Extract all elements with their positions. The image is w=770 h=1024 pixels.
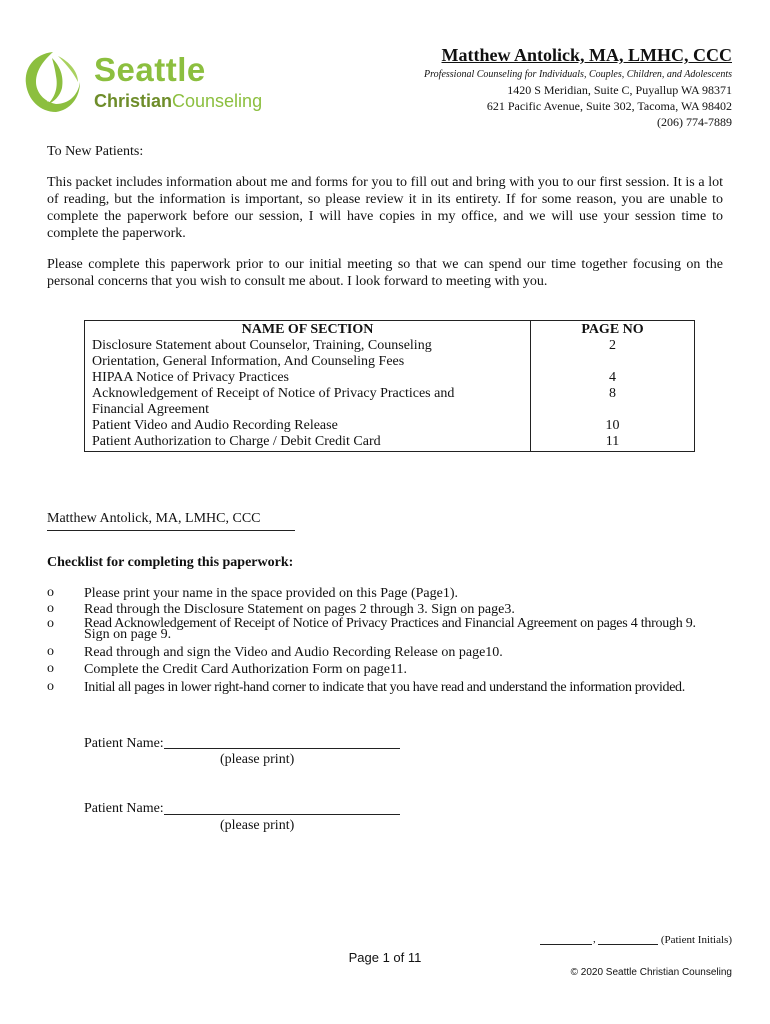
table-row: Orientation, General Information, And Counseling Fees — [92, 354, 405, 369]
page-number-cell: 4 — [609, 370, 616, 385]
page-number-cell: 10 — [605, 418, 620, 433]
table-row: Patient Video and Audio Recording Release — [92, 418, 338, 433]
checklist-bullet: o — [47, 585, 54, 600]
initials-separator: , — [593, 933, 596, 945]
checklist-item-continued: Sign on page 9. — [84, 627, 172, 642]
letterhead — [332, 44, 732, 130]
tagline: Professional Counseling for Individuals, Couples, Children, and Adolescents — [424, 69, 732, 80]
page-number-column — [531, 321, 694, 451]
page-number: Page 1 of 11 — [348, 950, 422, 965]
counselor-name: Matthew Antolick, MA, LMHC, CCC — [441, 45, 732, 65]
checklist-bullet: o — [47, 679, 54, 694]
greeting: To New Patients: — [47, 144, 144, 159]
phone-number: (206) 774-7889 — [657, 115, 732, 129]
checklist-bullet: o — [47, 661, 54, 676]
instructions-paragraph: Please complete this paperwork prior to our initial meeting so that we can spend our time together focusing on the personal concerns that you wish to consult me about. I look forward to meeting with you. — [47, 257, 723, 289]
please-print-hint: (please print) — [220, 752, 295, 767]
please-print-hint: (please print) — [220, 818, 295, 833]
checklist-bullet: o — [47, 616, 54, 631]
patient-name-label: Patient Name: — [84, 736, 164, 751]
patient-name-label: Patient Name: — [84, 801, 164, 816]
initials-line-segment — [540, 944, 592, 945]
table-row: Disclosure Statement about Counselor, Training, Counseling — [92, 338, 432, 353]
page-number-cell: 8 — [609, 386, 616, 401]
signature-name: Matthew Antolick, MA, LMHC, CCC — [47, 511, 261, 526]
section-name-column — [85, 321, 531, 451]
leaf-logo-icon — [22, 50, 84, 114]
checklist-item: Initial all pages in lower right-hand corner to indicate that you have read and understand the information provided. — [84, 680, 685, 695]
checklist-item: Please print your name in the space provided on this Page (Page1). — [84, 586, 459, 601]
checklist-item: Read through the Disclosure Statement on pages 2 through 3. Sign on page3. — [84, 602, 515, 617]
patient-initials-label: (Patient Initials) — [660, 934, 732, 946]
page-number-cell: 2 — [609, 338, 616, 353]
table-row: Patient Authorization to Charge / Debit Credit Card — [92, 434, 381, 449]
patient-name-field[interactable] — [164, 748, 400, 749]
address-tacoma: 621 Pacific Avenue, Suite 302, Tacoma, WA 98402 — [486, 99, 732, 113]
sections-table — [84, 320, 695, 452]
patient-name-field[interactable] — [164, 814, 400, 815]
checklist-title: Checklist for completing this paperwork: — [47, 555, 294, 570]
page-number-cell — [531, 402, 694, 418]
table-row: Acknowledgement of Receipt of Notice of Privacy Practices and — [92, 386, 455, 401]
intro-paragraph: This packet includes information about me and forms for you to fill out and bring with you to our first session. It is a lot of reading, but the information is important, so please review it in its entirety. If for some reason, you are unable to complete the paperwork before our session, I will have copies in my office, and we will use your session time to complete the paperwork. — [47, 175, 723, 241]
checklist-bullet: o — [47, 644, 54, 659]
checklist-item: Read Acknowledgement of Receipt of Notice of Privacy Practices and Financial Agreement on pages 4 through 9. — [84, 616, 696, 631]
page-number-header: PAGE NO — [581, 322, 644, 337]
checklist-item: Complete the Credit Card Authorization Form on page11. — [84, 662, 407, 677]
copyright: © 2020 Seattle Christian Counseling — [570, 967, 732, 978]
checklist-item: Read through and sign the Video and Audio Recording Release on page10. — [84, 645, 503, 660]
page-number-cell: 11 — [605, 434, 620, 449]
logo-word-counseling: Counseling — [172, 91, 263, 111]
signature-line — [47, 530, 295, 531]
logo-word-christian: Christian — [94, 91, 173, 111]
table-row: Financial Agreement — [92, 402, 210, 417]
page-number-cell — [531, 354, 694, 370]
checklist-bullet: o — [47, 601, 54, 616]
address-puyallup: 1420 S Meridian, Suite C, Puyallup WA 98371 — [507, 83, 732, 97]
initials-line-segment — [598, 944, 658, 945]
logo-word-seattle: Seattle — [94, 51, 206, 88]
logo — [22, 50, 272, 114]
section-name-header: NAME OF SECTION — [241, 322, 374, 337]
table-row: HIPAA Notice of Privacy Practices — [92, 370, 289, 385]
logo-word-christian-counseling — [94, 90, 262, 112]
